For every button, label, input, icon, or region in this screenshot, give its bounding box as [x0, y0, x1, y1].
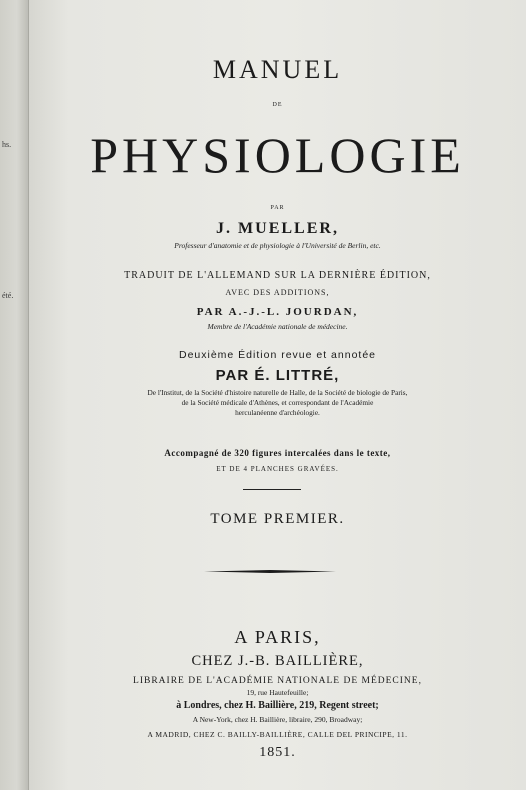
reviser-title-line: herculanéenne d'archéologie.: [235, 408, 320, 417]
additions-line: AVEC DES ADDITIONS,: [225, 288, 330, 297]
translation-line: TRADUIT DE L'ALLEMAND SUR LA DERNIÈRE ÉDITION,: [124, 270, 431, 281]
title-page: [29, 0, 526, 790]
facing-page-fragment: été.: [2, 291, 14, 300]
figures-line: Accompagné de 320 figures intercalées dans le texte,: [164, 448, 391, 458]
translator-title: Membre de l'Académie nationale de médecine.: [207, 322, 348, 331]
facing-page-edge: [0, 0, 29, 790]
divider-short: [243, 489, 301, 490]
plates-line: ET DE 4 PLANCHES GRAVÉES.: [216, 465, 339, 473]
edition-line: Deuxième Édition revue et annotée: [178, 349, 377, 361]
imprint-city: A PARIS,: [234, 627, 321, 647]
facing-page-fragment: hs.: [2, 140, 12, 149]
volume-label: TOME PREMIER.: [210, 511, 345, 527]
ornamental-rule: [204, 570, 336, 573]
title-line-2: PHYSIOLOGIE: [90, 127, 465, 183]
imprint-address: 19, rue Hautefeuille;: [246, 688, 309, 697]
imprint-publisher-title: LIBRAIRE DE L'ACADÉMIE NATIONALE DE MÉDECINE,: [133, 676, 422, 686]
imprint-london: à Londres, chez H. Baillière, 219, Regent street;: [176, 700, 379, 711]
author-title: Professeur d'anatomie et de physiologie à l'Université de Berlin, etc.: [174, 241, 381, 250]
title-connector: DE: [272, 102, 283, 108]
translator-name: PAR A.-J.-L. JOURDAN,: [196, 306, 359, 318]
reviser-name: PAR É. LITTRÉ,: [215, 367, 340, 384]
title-line-1: MANUEL: [212, 55, 343, 84]
imprint-year: 1851.: [259, 745, 296, 760]
imprint-new-york: A New-York, chez H. Baillière, libraire, 290, Broadway;: [192, 715, 363, 724]
imprint-madrid: A MADRID, CHEZ C. BAILLY-BAILLIÈRE, CALLE DEL PRINCIPE, 11.: [147, 730, 408, 739]
author-name: J. MUELLER,: [216, 220, 339, 237]
by-label: PAR: [270, 205, 285, 211]
reviser-title-line: De l'Institut, de la Société d'histoire naturelle de Halle, de la Société de biologie de Paris,: [147, 388, 408, 397]
reviser-title-line: de la Société médicale d'Athènes, et correspondant de l'Académie: [181, 398, 374, 407]
imprint-publisher: CHEZ J.-B. BAILLIÈRE,: [191, 653, 364, 669]
